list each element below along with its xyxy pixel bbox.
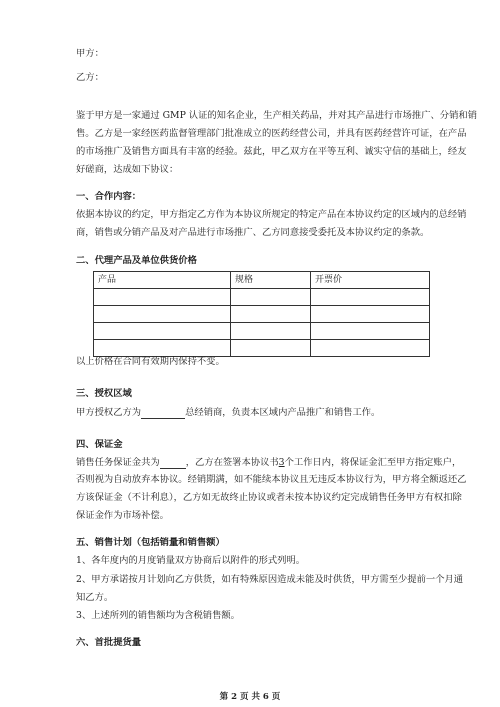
table-row <box>94 306 430 323</box>
section-3-text: 总经销商，负责本区域内产品推广和销售工作。 <box>185 407 381 418</box>
preamble-line: 鉴于甲方是一家通过 GMP 认证的知名企业，生产相关药品，并对其产品进行市场推广、分销和销 <box>76 110 477 121</box>
section-5-line: 知乙方。 <box>76 592 114 603</box>
party-b-label: 乙方： <box>76 72 104 83</box>
section-5-heading: 五、销售计划（包括销量和销售额） <box>76 537 225 548</box>
table-header-row <box>94 272 430 289</box>
table-cell <box>94 323 231 340</box>
column-header-invoice-price: 开票价 <box>311 272 430 289</box>
page-number-footer: 第 2 页 共 6 页 <box>219 692 281 702</box>
section-3-heading: 三、授权区域 <box>76 388 132 399</box>
section-1-line: 依据本协议的约定，甲方指定乙方作为本协议所规定的特定产品在本协议约定的区域内的总经销 <box>76 209 467 220</box>
table-cell <box>311 306 430 323</box>
section-6-heading: 六、首批提货量 <box>76 637 142 648</box>
table-row <box>94 340 430 357</box>
column-header-product: 产品 <box>94 272 231 289</box>
preamble-line: 售。乙方是一家经医药监督管理部门批准成立的医药经营公司，并具有医药经营许可证，在产品 <box>76 128 467 139</box>
table-cell <box>311 323 430 340</box>
section-5-line: 2、甲方承诺按月计划向乙方供货，如有特殊原因造成未能及时供货，甲方需至少提前一个月通 <box>76 574 464 585</box>
section-4-line: 方该保证金（不计利息），乙方如无故终止协议或者未按本协议约定完成销售任务甲方有权扣除 <box>76 492 462 503</box>
section-5-line: 1、各年度内的月度销量双方协商后以附件的形式列明。 <box>76 555 306 566</box>
preamble-line: 好磋商，达成如下协议： <box>76 164 179 175</box>
table-cell <box>231 340 311 357</box>
section-4-line <box>76 456 461 469</box>
price-note: 以上价格在合同有效期内保持不变。 <box>76 356 225 367</box>
section-3-line <box>76 406 380 419</box>
section-1-line: 商，销售或分销产品及对产品进行市场推广、乙方同意接受委托及本协议约定的条款。 <box>76 227 430 238</box>
column-header-spec: 规格 <box>231 272 311 289</box>
table-cell <box>231 289 311 306</box>
table-cell <box>231 306 311 323</box>
table-cell <box>311 340 430 357</box>
section-4-line: 否则视为自动放弃本协议。经销期满，如不能续本协议且无违反本协议行为，甲方将全额返还乙 <box>76 474 467 485</box>
section-4-text: 个工作日内，将保证金汇至甲方指定账户， <box>284 457 462 468</box>
price-table <box>93 271 430 357</box>
table-row <box>94 289 430 306</box>
preamble-line: 的市场推广及销售方面具有丰富的经验。兹此，甲乙双方在平等互利、诚实守信的基础上，经友 <box>76 146 467 157</box>
section-1-heading: 一、合作内容： <box>76 191 142 202</box>
section-5-line: 3、上述所列的销售额均为含税销售额。 <box>76 610 240 621</box>
section-4-line: 保证金作为市场补偿。 <box>76 510 169 521</box>
working-days-number: 3 <box>278 457 285 468</box>
table-cell <box>231 323 311 340</box>
region-blank-field[interactable] <box>141 406 185 419</box>
section-4-text: 销售任务保证金共为 <box>76 457 160 468</box>
party-a-label: 甲方： <box>76 48 104 59</box>
section-4-text: ，乙方在签署本协议书 <box>185 457 279 468</box>
table-cell <box>94 306 231 323</box>
table-cell <box>311 289 430 306</box>
section-4-heading: 四、保证金 <box>76 439 123 450</box>
section-2-heading: 二、代理产品及单位供货价格 <box>76 255 197 266</box>
table-cell <box>94 289 231 306</box>
table-row <box>94 323 430 340</box>
deposit-amount-blank-field[interactable] <box>160 456 186 469</box>
section-3-text: 甲方授权乙方为 <box>76 407 142 418</box>
table-cell <box>94 340 231 357</box>
